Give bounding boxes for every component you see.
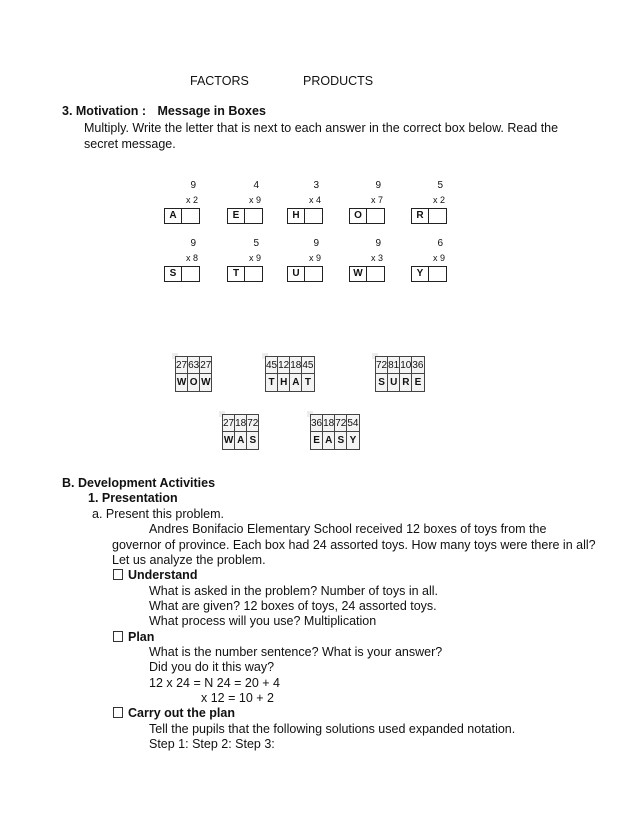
understand-heading: Understand: [113, 568, 197, 582]
products-heading: PRODUCTS: [303, 74, 374, 88]
answer-letter: S: [165, 267, 182, 281]
answer-letter: W: [350, 267, 367, 281]
plan-equation-2: x 12 = 10 + 2: [201, 691, 274, 705]
plan-question-1: What is the number sentence? What is your answer?: [149, 645, 443, 659]
motivation-number: 3. Motivation :: [62, 104, 147, 118]
problem-text-line1: Andres Bonifacio Elementary School received 12 boxes of toys from the: [149, 522, 547, 536]
carry-out-instruction: Tell the pupils that the following solutions used expanded notation.: [149, 722, 516, 736]
present-problem-label: a. Present this problem.: [92, 507, 225, 521]
development-heading: B. Development Activities: [62, 476, 216, 490]
presentation-heading: 1. Presentation: [88, 491, 178, 505]
answer-letter: Y: [412, 267, 429, 281]
answer-letter: A: [165, 209, 182, 223]
secret-word-that: 45 12 18 45 T H A T: [262, 353, 268, 359]
bullet-box-icon: [113, 707, 123, 718]
answer-letter: R: [412, 209, 429, 223]
secret-word-sure: 72 81 10 36 S U R E: [372, 353, 378, 359]
plan-heading: Plan: [113, 630, 154, 644]
factors-heading: FACTORS: [190, 74, 249, 88]
bullet-box-icon: [113, 569, 123, 580]
secret-word-easy: 36 18 72 54 E A S Y: [307, 411, 313, 417]
understand-question-3: What process will you use? Multiplication: [149, 614, 377, 628]
secret-word-was: 27 18 72 W A S: [219, 411, 225, 417]
plan-equation-1: 12 x 24 = N 24 = 20 + 4: [149, 676, 280, 690]
secret-word-wow: 27 63 27 W O W: [172, 353, 178, 359]
answer-letter: T: [228, 267, 245, 281]
carry-out-heading: Carry out the plan: [113, 706, 235, 720]
understand-question-1: What is asked in the problem? Number of toys in all.: [149, 584, 439, 598]
answer-letter: O: [350, 209, 367, 223]
plan-question-2: Did you do it this way?: [149, 660, 275, 674]
problem-text-line2: governor of province. Each box had 24 assorted toys. How many toys were there in all?: [112, 538, 596, 552]
bullet-box-icon: [113, 631, 123, 642]
answer-letter: E: [228, 209, 245, 223]
problem-text-line3: Let us analyze the problem.: [112, 553, 266, 567]
answer-letter: H: [288, 209, 305, 223]
motivation-instructions: Multiply. Write the letter that is next to each answer in the correct box below. Read the secret message.: [84, 121, 559, 151]
motivation-heading: [62, 104, 266, 118]
motivation-title: Message in Boxes: [157, 104, 266, 118]
understand-question-2: What are given? 12 boxes of toys, 24 assorted toys.: [149, 599, 437, 613]
answer-letter: U: [288, 267, 305, 281]
carry-out-steps: Step 1: Step 2: Step 3:: [149, 737, 275, 751]
